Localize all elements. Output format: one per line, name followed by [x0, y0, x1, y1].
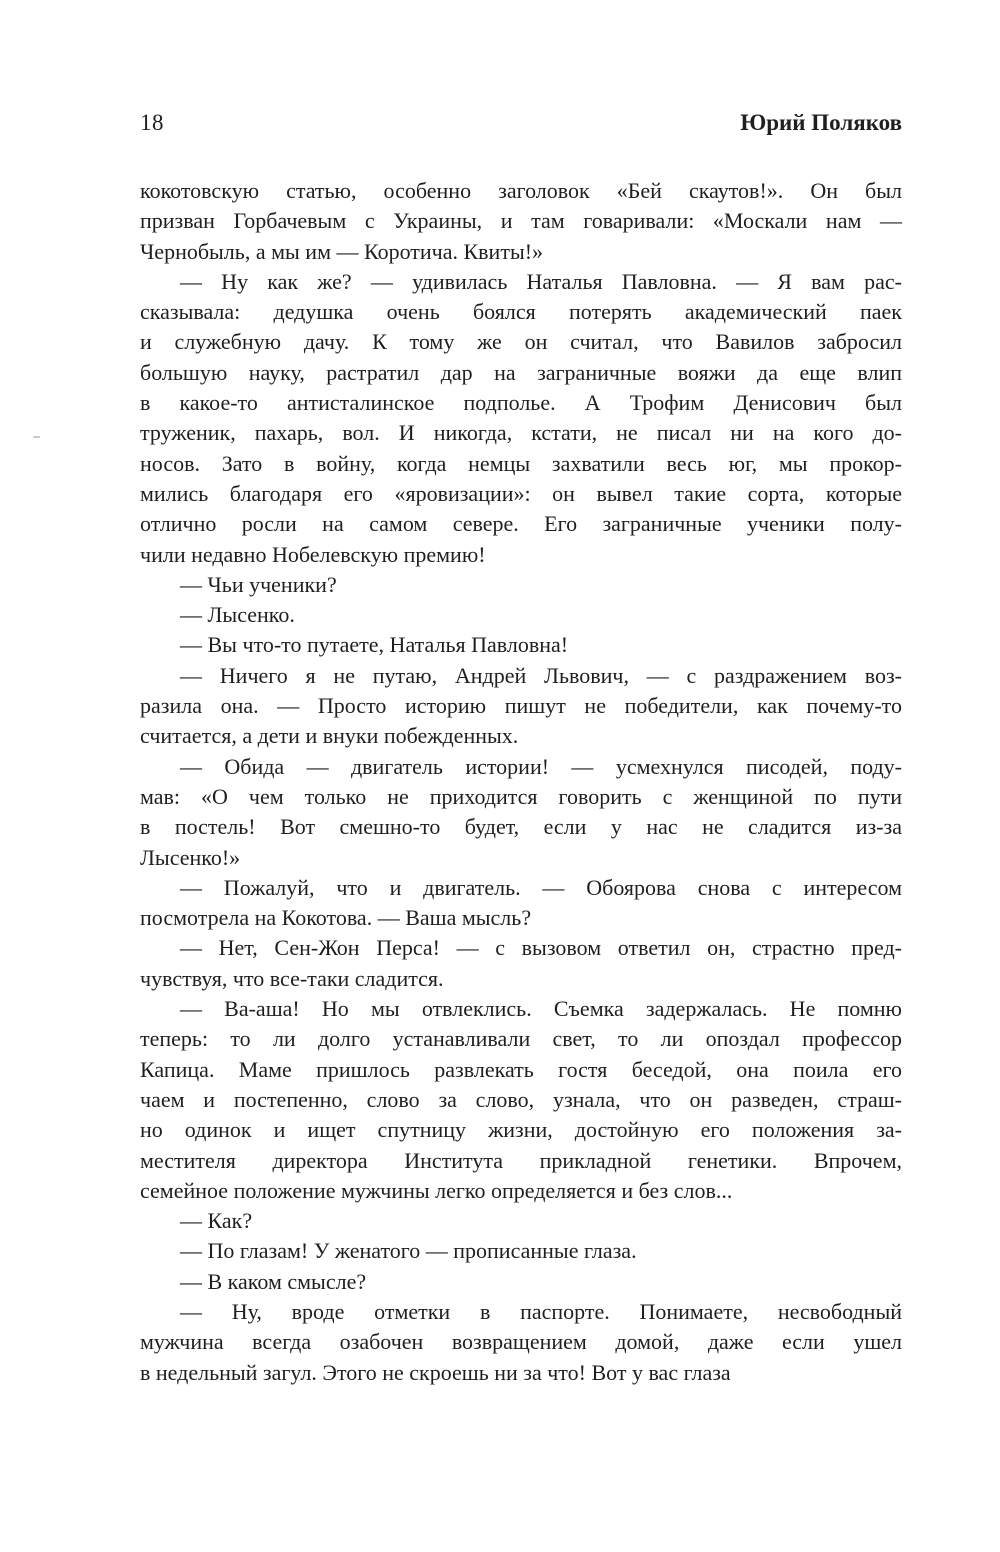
text-line: считается, а дети и внуки побежденных. [140, 723, 519, 749]
text-line: мав: «О чем только не приходится говорить с женщиной по пути [140, 783, 902, 809]
text-line: в какое-то антисталинское подполье. А Трофим Денисович был [140, 390, 902, 416]
text-line: — Пожалуй, что и двигатель. — Обоярова снова с интересом [180, 874, 902, 900]
text-line: — Ну как же? — удивилась Наталья Павловна. — Я вам рас- [180, 268, 902, 294]
text-line: чили недавно Нобелевскую премию! [140, 541, 486, 567]
paragraph [140, 873, 902, 934]
paragraph [140, 630, 902, 660]
paragraph [140, 933, 902, 994]
text-line: — Ва-аша! Но мы отвлеклись. Съемка задержалась. Не помню [180, 996, 902, 1022]
text-line: посмотрела на Кокотова. — Ваша мысль? [140, 905, 532, 931]
author-name: Юрий Поляков [740, 110, 902, 135]
text-line: носов. Зато в войну, когда немцы захватили весь юг, мы прокор- [140, 450, 902, 476]
text-line: разила она. — Просто историю пишут не победители, как почему-то [140, 693, 902, 719]
text-line: — Вы что-то путаете, Наталья Павловна! [180, 632, 569, 658]
text-line: — Ну, вроде отметки в паспорте. Понимаете, несвободный [180, 1298, 902, 1324]
text-line: сказывала: дедушка очень боялся потерять академический паек [140, 299, 902, 325]
paragraph [140, 1206, 902, 1236]
paragraph [140, 752, 902, 873]
text-line: — В каком смысле? [180, 1268, 367, 1294]
paragraph [140, 994, 902, 1206]
text-line: мились благодаря его «яровизации»: он вывел такие сорта, которые [140, 480, 902, 506]
paragraph [140, 1236, 902, 1266]
paragraph [140, 600, 902, 630]
paragraph [140, 1267, 902, 1297]
text-line: — Обида — двигатель истории! — усмехнулся писодей, поду- [180, 753, 902, 779]
text-line: труженик, пахарь, вол. И никогда, кстати, не писал ни на кого до- [140, 420, 902, 446]
paragraph [140, 570, 902, 600]
running-head [140, 110, 902, 136]
text-line: в постель! Вот смешно-то будет, если у нас не сладится из-за [140, 814, 902, 840]
text-line: — Лысенко. [180, 602, 295, 628]
text-body [140, 176, 902, 1388]
paragraph [140, 267, 902, 570]
text-line: большую науку, растратил дар на заграничные вояжи да еще влип [140, 359, 902, 385]
paragraph [140, 1297, 902, 1388]
text-line: призван Горбачевым с Украины, и там говаривали: «Москали нам — [140, 208, 902, 234]
text-line: местителя директора Института прикладной генетики. Впрочем, [140, 1147, 902, 1173]
text-line: мужчина всегда озабочен возвращением домой, даже если ушел [140, 1329, 902, 1355]
text-line: и служебную дачу. К тому же он считал, что Вавилов забросил [140, 329, 902, 355]
text-line: чувствуя, что все-таки сладится. [140, 965, 444, 991]
text-line: — Ничего я не путаю, Андрей Львович, — с раздражением воз- [180, 662, 902, 688]
text-line: Чернобыль, а мы им — Коротича. Квиты!» [140, 238, 544, 264]
text-line: в недельный загул. Этого не скроешь ни за что! Вот у вас глаза [140, 1359, 731, 1385]
text-line: Капица. Маме пришлось развлекать гостя беседой, она поила его [140, 1056, 902, 1082]
text-line: семейное положение мужчины легко определяется и без слов... [140, 1177, 733, 1203]
text-line: — По глазам! У женатого — прописанные глаза. [180, 1238, 637, 1264]
text-line: отлично росли на самом севере. Его заграничные ученики полу- [140, 511, 902, 537]
paragraph [140, 176, 902, 267]
scan-artifact [33, 436, 40, 438]
text-line: чаем и постепенно, слово за слово, узнала, что он разведен, страш- [140, 1086, 902, 1112]
text-line: но одинок и ищет спутницу жизни, достойную его положения за- [140, 1117, 902, 1143]
page-content [140, 110, 902, 1388]
paragraph [140, 661, 902, 752]
text-line: кокотовскую статью, особенно заголовок «Бей скаутов!». Он был [140, 178, 902, 203]
text-line: Лысенко!» [140, 844, 241, 870]
text-line: — Чьи ученики? [180, 571, 337, 597]
text-line: — Нет, Сен-Жон Перса! — с вызовом ответил он, страстно пред- [180, 935, 902, 961]
text-line: — Как? [180, 1208, 253, 1234]
page-number: 18 [140, 110, 164, 135]
text-line: теперь: то ли долго устанавливали свет, то ли опоздал профессор [140, 1026, 902, 1052]
